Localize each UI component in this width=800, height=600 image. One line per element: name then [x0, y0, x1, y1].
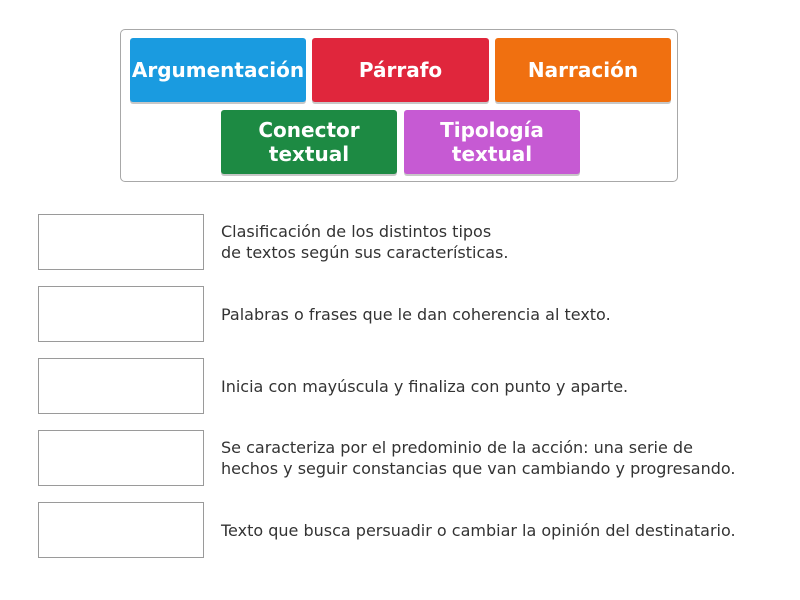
clue-text: Clasificación de los distintos tipos de textos según sus características. [221, 222, 509, 262]
match-row [38, 286, 778, 342]
clue-text: Se caracteriza por el predominio de la acción: una serie de hechos y seguir constancias que van cambiando y progresando. [221, 438, 736, 478]
match-row [38, 214, 778, 270]
match-row [38, 358, 778, 414]
tile-narracion[interactable]: Narración [495, 38, 671, 102]
clue-text: Texto que busca persuadir o cambiar la opinión del destinatario. [221, 520, 736, 540]
word-bank [120, 29, 678, 182]
tile-argumentacion[interactable]: Argumentación [130, 38, 306, 102]
answer-drop-box[interactable] [38, 214, 204, 270]
answer-drop-box[interactable] [38, 430, 204, 486]
match-row [38, 502, 778, 558]
clue-text: Inicia con mayúscula y finaliza con punto y aparte. [221, 376, 629, 396]
tile-tipologia-textual[interactable]: Tipología textual [404, 110, 580, 174]
tile-conector-textual[interactable]: Conector textual [221, 110, 397, 174]
match-row [38, 430, 778, 486]
answer-drop-box[interactable] [38, 502, 204, 558]
answer-drop-box[interactable] [38, 358, 204, 414]
answer-drop-box[interactable] [38, 286, 204, 342]
tile-parrafo[interactable]: Párrafo [312, 38, 489, 102]
clue-text: Palabras o frases que le dan coherencia al texto. [221, 304, 611, 324]
